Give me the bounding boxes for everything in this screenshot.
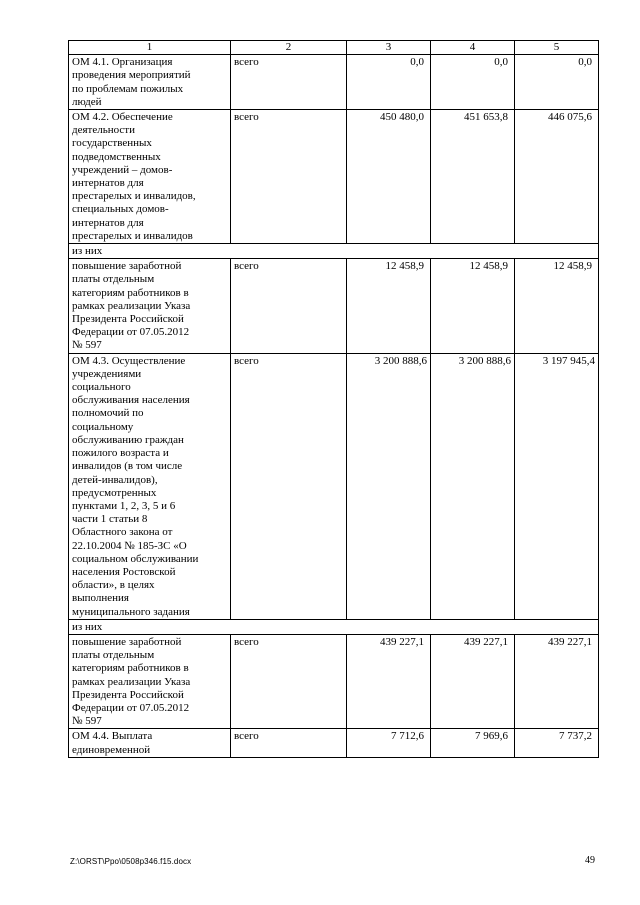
row-value-col4: 7 969,6 [431,729,515,757]
subheading-cell: из них [69,244,599,259]
row-value-col3: 7 712,6 [347,729,431,757]
header-cell-2: 2 [231,41,347,55]
row-type-cell: всего [231,634,347,728]
header-cell-4: 4 [431,41,515,55]
row-value-col3: 450 480,0 [347,110,431,244]
subheading-cell: из них [69,619,599,634]
header-cell-5: 5 [515,41,599,55]
row-type-cell: всего [231,55,347,110]
table-row [69,729,599,757]
table-header-row [69,41,599,55]
row-name-cell: повышение заработной платы отдельным категориям работников в рамках реализации Указа Президента Российской Федерации от 07.05.2012 № 597 [69,634,231,728]
page-number: 49 [585,855,595,866]
row-type-cell: всего [231,110,347,244]
header-cell-1: 1 [69,41,231,55]
row-value-col5: 439 227,1 [515,634,599,728]
row-type-cell: всего [231,353,347,619]
table-row [69,353,599,619]
row-value-col4: 439 227,1 [431,634,515,728]
row-value-col5: 446 075,6 [515,110,599,244]
budget-table [68,40,599,758]
row-value-col4: 0,0 [431,55,515,110]
row-type-cell: всего [231,259,347,353]
table-subheading-row [69,244,599,259]
row-type-cell: всего [231,729,347,757]
row-value-col3: 12 458,9 [347,259,431,353]
header-cell-3: 3 [347,41,431,55]
table-subheading-row [69,619,599,634]
table-row [69,259,599,353]
table-row [69,55,599,110]
footer-file-path: Z:\ORST\Ppo\0508p346.f15.docx [70,857,192,866]
row-value-col3: 0,0 [347,55,431,110]
row-name-cell: ОМ 4.2. Обеспечение деятельности государственных подведомственных учреждений – домов- интернатов для престарелых и инвалидов, специальных домов- интернатов для престарелых и инвалидов [69,110,231,244]
row-value-col5: 12 458,9 [515,259,599,353]
row-name-cell: повышение заработной платы отдельным категориям работников в рамках реализации Указа Президента Российской Федерации от 07.05.2012 № 597 [69,259,231,353]
row-name-cell: ОМ 4.4. Выплата единовременной [69,729,231,757]
row-value-col3: 439 227,1 [347,634,431,728]
table-row [69,110,599,244]
row-value-col4: 3 200 888,6 [431,353,515,619]
row-value-col3: 3 200 888,6 [347,353,431,619]
row-name-cell: ОМ 4.1. Организация проведения мероприятий по проблемам пожилых людей [69,55,231,110]
row-value-col5: 7 737,2 [515,729,599,757]
row-value-col4: 12 458,9 [431,259,515,353]
row-value-col5: 3 197 945,4 [515,353,599,619]
row-name-cell: ОМ 4.3. Осуществление учреждениями социального обслуживания населения полномочий по социальному обслуживанию граждан пожилого возраста и инвалидов (в том числе детей-инвалидов), предусмотренных пунктами 1, 2, 3, 5 и 6 части 1 статьи 8 Областного закона от 22.10.2004 № 185-ЗС «О социальном обслуживании населения Ростовской области», в целях выполнения муниципального задания [69,353,231,619]
row-value-col4: 451 653,8 [431,110,515,244]
row-value-col5: 0,0 [515,55,599,110]
table-row [69,634,599,728]
